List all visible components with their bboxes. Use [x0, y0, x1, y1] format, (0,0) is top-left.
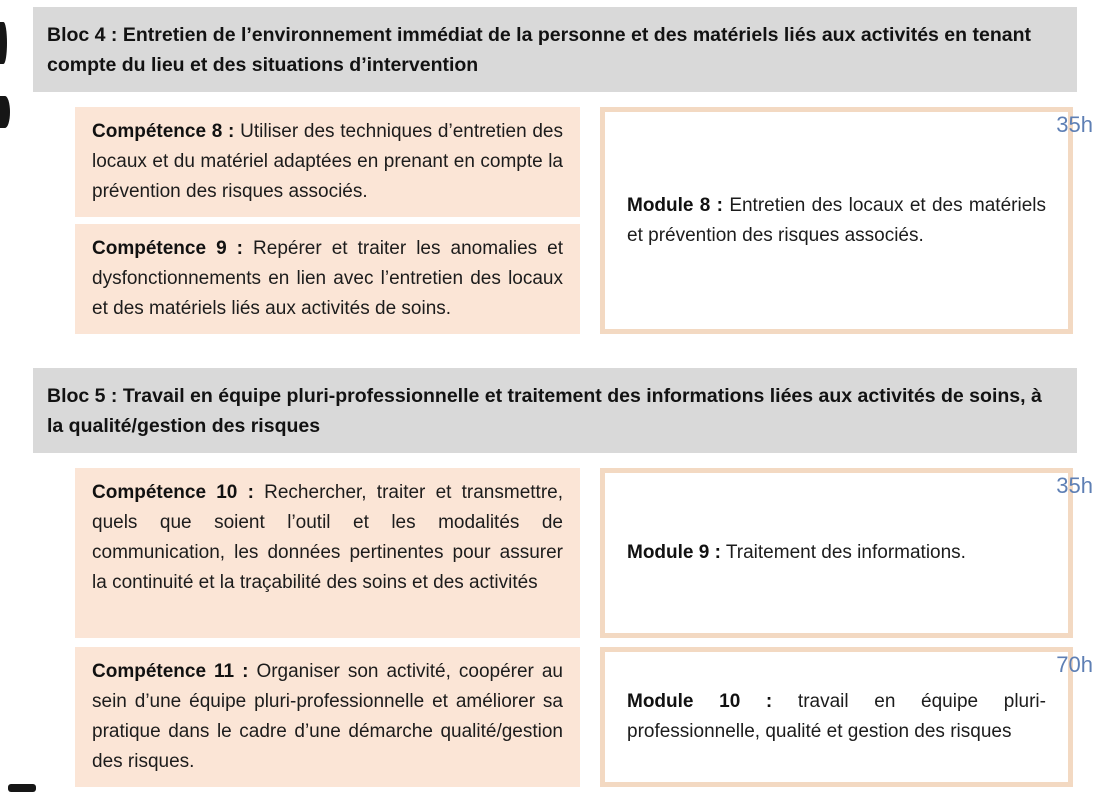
competence-9-text	[92, 234, 563, 324]
bloc5-row-1	[75, 468, 1093, 638]
bloc4-row	[75, 107, 1093, 334]
competence-8-text	[92, 117, 563, 207]
competence-10-box	[75, 468, 580, 638]
scan-artifact	[0, 96, 10, 128]
module-8-description: Entretien des locaux et des matériels et prévention des risques associés.	[627, 194, 1046, 246]
module-10-description: travail en équipe pluri-professionnelle, qualité et gestion des risques	[627, 691, 1046, 742]
competence-8-box	[75, 107, 580, 217]
bloc4-header: Bloc 4 : Entretien de l’environnement immédiat de la personne et des matériels liés aux activités en tenant compte du lieu et des situations d’intervention	[33, 7, 1077, 92]
module-9-text	[627, 538, 966, 568]
bloc4-competence-column	[75, 107, 580, 334]
module-8-box	[600, 107, 1093, 334]
competence-11-text	[92, 657, 563, 777]
competence-9-label: Compétence 9 :	[92, 238, 243, 259]
module-10-hours-badge: 70h	[1056, 652, 1093, 677]
bloc5-header: Bloc 5 : Travail en équipe pluri-professionnelle et traitement des informations liées aux activités de soins, à la qualité/gestion des risques	[33, 368, 1077, 453]
bloc5-competence-column-1	[75, 468, 580, 638]
competence-11-label: Compétence 11 :	[92, 661, 249, 682]
module-10-label: Module 10 :	[627, 691, 773, 712]
competence-8-label: Compétence 8 :	[92, 121, 235, 142]
competence-9-description: Repérer et traiter les anomalies et dysfonctionnements en lien avec l’entretien des locaux et des matériels liés aux activités de soins.	[92, 238, 564, 319]
scan-artifact	[8, 784, 36, 792]
competence-10-label: Compétence 10 :	[92, 482, 254, 503]
module-10-box	[600, 647, 1093, 787]
module-8-text	[627, 191, 1046, 251]
module-9-description: Traitement des informations.	[725, 542, 966, 563]
competence-11-box	[75, 647, 580, 787]
module-9-label: Module 9 :	[627, 542, 721, 563]
module-10-text	[627, 687, 1046, 747]
module-8-label: Module 8 :	[627, 194, 723, 216]
competence-9-box	[75, 224, 580, 334]
scan-artifact	[0, 22, 7, 64]
competence-10-description: Rechercher, traiter et transmettre, quels que soient l’outil et les modalités de communication, les données pertinentes pour assurer la continuité et la traçabilité des soins et des activités	[92, 482, 563, 593]
bloc5-row-2	[75, 647, 1093, 787]
module-9-box	[600, 468, 1093, 638]
module-9-hours-badge: 35h	[1056, 473, 1093, 498]
competence-10-text	[92, 478, 563, 598]
competence-8-description: Utiliser des techniques d’entretien des locaux et du matériel adaptées en prenant en compte la prévention des risques associés.	[92, 121, 563, 202]
competence-11-description: Organiser son activité, coopérer au sein d’une équipe pluri-professionnelle et améliorer sa pratique dans le cadre d’une démarche qualité/gestion des risques.	[92, 661, 564, 772]
bloc5-competence-column-2	[75, 647, 580, 787]
module-8-hours-badge: 35h	[1056, 112, 1093, 137]
